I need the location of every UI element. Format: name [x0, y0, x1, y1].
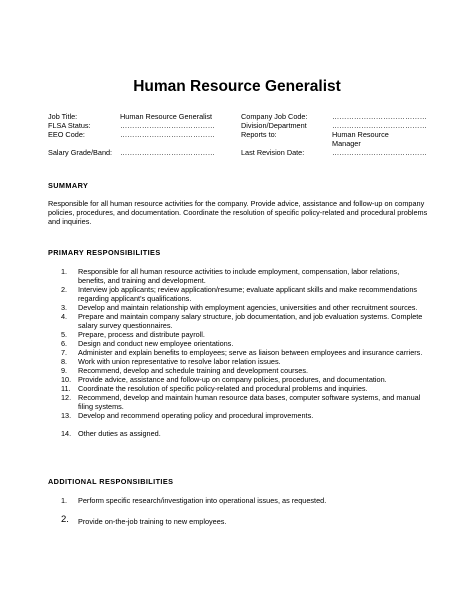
item-number: 10. [61, 375, 72, 384]
primary-responsibilities-heading: PRIMARY RESPONSIBILITIES [48, 248, 161, 257]
item-number: 2. [61, 285, 68, 294]
list-item [48, 303, 428, 312]
list-item [48, 496, 428, 505]
item-text: Perform specific research/investigation into operational issues, as requested. [78, 496, 327, 505]
list-item [48, 375, 428, 384]
info-value: ………………………………… [332, 148, 427, 157]
info-value: ………………………………… [120, 148, 215, 157]
info-value: Human Resource Generalist [120, 112, 213, 121]
item-number: 2. [61, 514, 69, 525]
list-item [48, 357, 428, 366]
info-value: Human Resource Manager [332, 130, 389, 148]
item-text: Recommend, develop and maintain human resource data bases, computer software systems, and manual filing systems. [78, 393, 421, 411]
item-text: Interview job applicants; review application/resume; evaluate applicant skills and make recommendations regarding applicant's qualifications. [78, 285, 418, 303]
additional-responsibilities-heading: ADDITIONAL RESPONSIBILITIES [48, 477, 174, 486]
info-label: Salary Grade/Band: [48, 148, 113, 157]
item-number: 4. [61, 312, 68, 321]
item-text: Prepare, process and distribute payroll. [78, 330, 205, 339]
summary-text: Responsible for all human resource activities for the company. Provide advice, assistance and follow-up on company policies, procedures, and documentation. Coordinate the resolution of specific policy-related and procedural problems and inquiries. [48, 199, 428, 226]
page-title: Human Resource Generalist [133, 78, 341, 95]
info-label: FLSA Status: [48, 121, 91, 130]
item-number: 7. [61, 348, 68, 357]
item-number: 8. [61, 357, 68, 366]
item-number: 13. [61, 411, 72, 420]
info-label: EEO Code: [48, 130, 85, 139]
item-number: 1. [61, 267, 68, 276]
list-item [48, 514, 428, 526]
list-item [48, 348, 428, 357]
item-text: Recommend, develop and schedule training and development courses. [78, 366, 308, 375]
item-text: Develop and maintain relationship with employment agencies, universities and other recruitment sources. [78, 303, 418, 312]
info-label: Division/Department [241, 121, 307, 130]
list-item [48, 312, 428, 330]
item-number: 5. [61, 330, 68, 339]
item-number: 12. [61, 393, 72, 402]
list-item [48, 384, 428, 393]
item-text: Provide on-the-job training to new employees. [78, 517, 227, 526]
item-number: 14. [61, 429, 72, 438]
info-value: ………………………………… [332, 121, 427, 130]
info-value: ………………………………… [332, 112, 427, 121]
item-number: 1. [61, 496, 68, 505]
list-item [48, 267, 428, 285]
item-text: Responsible for all human resource activities to include employment, compensation, labor relations, benefits, and training and development. [78, 267, 400, 285]
item-text: Administer and explain benefits to employees; serve as liaison between employees and insurance carriers. [78, 348, 423, 357]
item-number: 6. [61, 339, 68, 348]
info-label: Company Job Code: [241, 112, 308, 121]
info-value: ………………………………… [120, 121, 215, 130]
list-item [48, 429, 428, 438]
list-item [48, 411, 428, 420]
list-item [48, 393, 428, 411]
summary-heading: SUMMARY [48, 181, 89, 190]
info-label: Last Revision Date: [241, 148, 305, 157]
list-item [48, 285, 428, 303]
info-value: ………………………………… [120, 130, 215, 139]
item-text: Work with union representative to resolve labor relation issues. [78, 357, 281, 366]
list-item [48, 330, 428, 339]
list-item [48, 339, 428, 348]
primary-responsibilities-list [48, 267, 428, 438]
info-label: Job Title: [48, 112, 78, 121]
info-label: Reports to: [241, 130, 277, 139]
item-text: Other duties as assigned. [78, 429, 161, 438]
item-number: 3. [61, 303, 68, 312]
item-text: Design and conduct new employee orientations. [78, 339, 234, 348]
additional-responsibilities-list [48, 496, 428, 526]
item-text: Develop and recommend operating policy and procedural improvements. [78, 411, 314, 420]
list-spacer [48, 505, 428, 517]
item-text: Coordinate the resolution of specific policy-related and procedural problems and inquiries. [78, 384, 368, 393]
list-spacer [48, 420, 428, 429]
item-text: Provide advice, assistance and follow-up on company policies, procedures, and documentation. [78, 375, 387, 384]
item-text: Prepare and maintain company salary structure, job documentation, and job evaluation systems. Complete salary survey questionnaires. [78, 312, 423, 330]
item-number: 9. [61, 366, 68, 375]
list-item [48, 366, 428, 375]
item-number: 11. [61, 384, 71, 393]
